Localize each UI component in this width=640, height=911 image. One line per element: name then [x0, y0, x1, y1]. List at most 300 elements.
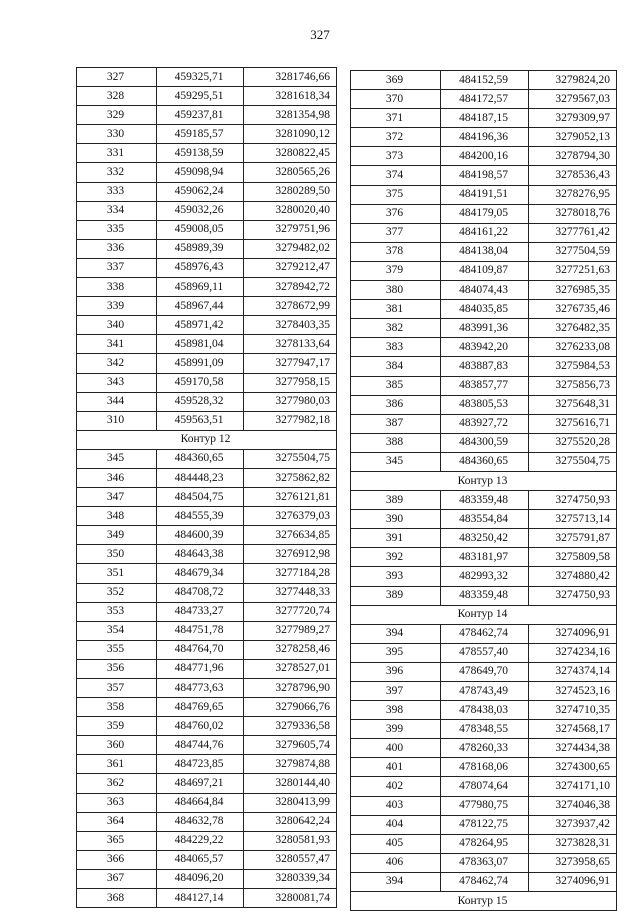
- x-coordinate-cell: 478122,75: [441, 815, 529, 834]
- x-coordinate-cell: 458967,44: [157, 297, 244, 316]
- table-row: [77, 239, 337, 258]
- y-coordinate-cell: 3277761,42: [529, 223, 617, 242]
- point-number-cell: 363: [77, 793, 157, 812]
- contour-title: Контур 12: [77, 430, 337, 449]
- point-number-cell: 397: [351, 682, 441, 701]
- y-coordinate-cell: 3278133,64: [244, 335, 337, 354]
- table-row: [77, 869, 337, 888]
- x-coordinate-cell: 484198,57: [441, 166, 529, 185]
- x-coordinate-cell: 484697,21: [157, 774, 244, 793]
- coordinates-table-left: [76, 67, 337, 908]
- x-coordinate-cell: 478074,64: [441, 777, 529, 796]
- point-number-cell: 384: [351, 357, 441, 376]
- table-row: [351, 777, 617, 796]
- y-coordinate-cell: 3279309,97: [529, 109, 617, 128]
- table-row: [351, 71, 617, 90]
- table-row: [351, 624, 617, 643]
- y-coordinate-cell: 3277989,27: [244, 621, 337, 640]
- point-number-cell: 368: [77, 889, 157, 908]
- x-coordinate-cell: 484643,38: [157, 545, 244, 564]
- table-row: [351, 242, 617, 261]
- y-coordinate-cell: 3280565,26: [244, 163, 337, 182]
- x-coordinate-cell: 478462,74: [441, 624, 529, 643]
- point-number-cell: 343: [77, 373, 157, 392]
- point-number-cell: 391: [351, 529, 441, 548]
- table-row: [351, 510, 617, 529]
- table-row: [351, 567, 617, 586]
- point-number-cell: 347: [77, 488, 157, 507]
- y-coordinate-cell: 3277980,03: [244, 392, 337, 411]
- x-coordinate-cell: 484733,27: [157, 602, 244, 621]
- table-row: [351, 643, 617, 662]
- table-row: [77, 411, 337, 430]
- table-row: [351, 166, 617, 185]
- x-coordinate-cell: 483942,20: [441, 338, 529, 357]
- x-coordinate-cell: 483927,72: [441, 414, 529, 433]
- x-coordinate-cell: 484152,59: [441, 71, 529, 90]
- y-coordinate-cell: 3277504,59: [529, 242, 617, 261]
- x-coordinate-cell: 484138,04: [441, 242, 529, 261]
- point-number-cell: 402: [351, 777, 441, 796]
- y-coordinate-cell: 3276121,81: [244, 488, 337, 507]
- point-number-cell: 335: [77, 220, 157, 239]
- contour-title: Контур 13: [351, 471, 617, 490]
- table-row: [77, 125, 337, 144]
- table-row: [77, 87, 337, 106]
- point-number-cell: 346: [77, 468, 157, 487]
- table-row: [351, 853, 617, 872]
- table-row: [351, 834, 617, 853]
- x-coordinate-cell: 483250,42: [441, 529, 529, 548]
- table-row: [351, 872, 617, 891]
- table-row: [351, 185, 617, 204]
- table-row: [77, 564, 337, 583]
- y-coordinate-cell: 3279482,02: [244, 239, 337, 258]
- x-coordinate-cell: 484769,65: [157, 698, 244, 717]
- point-number-cell: 342: [77, 354, 157, 373]
- table-row: [77, 774, 337, 793]
- table-row: [77, 602, 337, 621]
- table-row: [351, 796, 617, 815]
- table-row: [77, 640, 337, 659]
- x-coordinate-cell: 459563,51: [157, 411, 244, 430]
- table-row: [77, 831, 337, 850]
- x-coordinate-cell: 484127,14: [157, 889, 244, 908]
- point-number-cell: 380: [351, 281, 441, 300]
- table-row: [77, 182, 337, 201]
- x-coordinate-cell: 484764,70: [157, 640, 244, 659]
- y-coordinate-cell: 3280081,74: [244, 889, 337, 908]
- point-number-cell: 390: [351, 510, 441, 529]
- table-row: [77, 316, 337, 335]
- x-coordinate-cell: 478438,03: [441, 701, 529, 720]
- table-row: [351, 452, 617, 471]
- point-number-cell: 375: [351, 185, 441, 204]
- table-row: [77, 736, 337, 755]
- x-coordinate-cell: 459325,71: [157, 68, 244, 87]
- x-coordinate-cell: 484191,51: [441, 185, 529, 204]
- y-coordinate-cell: 3281618,34: [244, 87, 337, 106]
- contour-heading-row: [351, 605, 617, 624]
- point-number-cell: 400: [351, 739, 441, 758]
- x-coordinate-cell: 484187,15: [441, 109, 529, 128]
- x-coordinate-cell: 484664,84: [157, 793, 244, 812]
- point-number-cell: 359: [77, 717, 157, 736]
- table-row: [351, 758, 617, 777]
- x-coordinate-cell: 484300,59: [441, 433, 529, 452]
- point-number-cell: 362: [77, 774, 157, 793]
- table-row: [351, 223, 617, 242]
- table-row: [77, 889, 337, 908]
- point-number-cell: 372: [351, 128, 441, 147]
- point-number-cell: 345: [77, 449, 157, 468]
- table-row: [351, 357, 617, 376]
- point-number-cell: 329: [77, 106, 157, 125]
- y-coordinate-cell: 3276985,35: [529, 281, 617, 300]
- point-number-cell: 330: [77, 125, 157, 144]
- point-number-cell: 358: [77, 698, 157, 717]
- point-number-cell: 327: [77, 68, 157, 87]
- x-coordinate-cell: 478743,49: [441, 682, 529, 701]
- contour-heading-row: [351, 471, 617, 490]
- y-coordinate-cell: 3281354,98: [244, 106, 337, 125]
- x-coordinate-cell: 484760,02: [157, 717, 244, 736]
- point-number-cell: 361: [77, 755, 157, 774]
- y-coordinate-cell: 3278536,43: [529, 166, 617, 185]
- table-row: [351, 319, 617, 338]
- x-coordinate-cell: 484035,85: [441, 300, 529, 319]
- x-coordinate-cell: 459032,26: [157, 201, 244, 220]
- point-number-cell: 357: [77, 679, 157, 698]
- y-coordinate-cell: 3280020,40: [244, 201, 337, 220]
- point-number-cell: 406: [351, 853, 441, 872]
- point-number-cell: 379: [351, 261, 441, 280]
- y-coordinate-cell: 3273958,65: [529, 853, 617, 872]
- x-coordinate-cell: 484708,72: [157, 583, 244, 602]
- point-number-cell: 338: [77, 278, 157, 297]
- point-number-cell: 389: [351, 491, 441, 510]
- x-coordinate-cell: 458969,11: [157, 278, 244, 297]
- x-coordinate-cell: 483181,97: [441, 548, 529, 567]
- y-coordinate-cell: 3277184,28: [244, 564, 337, 583]
- y-coordinate-cell: 3274750,93: [529, 491, 617, 510]
- y-coordinate-cell: 3275616,71: [529, 414, 617, 433]
- table-row: [77, 850, 337, 869]
- table-row: [77, 335, 337, 354]
- y-coordinate-cell: 3279336,58: [244, 717, 337, 736]
- y-coordinate-cell: 3275713,14: [529, 510, 617, 529]
- y-coordinate-cell: 3278276,95: [529, 185, 617, 204]
- x-coordinate-cell: 458981,04: [157, 335, 244, 354]
- x-coordinate-cell: 459170,58: [157, 373, 244, 392]
- point-number-cell: 376: [351, 204, 441, 223]
- point-number-cell: 344: [77, 392, 157, 411]
- x-coordinate-cell: 484360,65: [441, 452, 529, 471]
- point-number-cell: 354: [77, 621, 157, 640]
- point-number-cell: 388: [351, 433, 441, 452]
- point-number-cell: 345: [351, 452, 441, 471]
- table-row: [351, 491, 617, 510]
- point-number-cell: 351: [77, 564, 157, 583]
- y-coordinate-cell: 3276379,03: [244, 507, 337, 526]
- y-coordinate-cell: 3277947,17: [244, 354, 337, 373]
- y-coordinate-cell: 3279605,74: [244, 736, 337, 755]
- y-coordinate-cell: 3274710,35: [529, 701, 617, 720]
- x-coordinate-cell: 483887,83: [441, 357, 529, 376]
- table-row: [351, 338, 617, 357]
- y-coordinate-cell: 3274880,42: [529, 567, 617, 586]
- point-number-cell: 349: [77, 526, 157, 545]
- x-coordinate-cell: 477980,75: [441, 796, 529, 815]
- point-number-cell: 365: [77, 831, 157, 850]
- point-number-cell: 328: [77, 87, 157, 106]
- contour-title: Контур 15: [351, 892, 617, 911]
- table-row: [351, 147, 617, 166]
- y-coordinate-cell: 3275648,31: [529, 395, 617, 414]
- point-number-cell: 333: [77, 182, 157, 201]
- y-coordinate-cell: 3281090,12: [244, 125, 337, 144]
- point-number-cell: 401: [351, 758, 441, 777]
- y-coordinate-cell: 3274096,91: [529, 872, 617, 891]
- y-coordinate-cell: 3280642,24: [244, 812, 337, 831]
- table-row: [351, 529, 617, 548]
- point-number-cell: 341: [77, 335, 157, 354]
- x-coordinate-cell: 459237,81: [157, 106, 244, 125]
- point-number-cell: 373: [351, 147, 441, 166]
- y-coordinate-cell: 3279751,96: [244, 220, 337, 239]
- point-number-cell: 387: [351, 414, 441, 433]
- y-coordinate-cell: 3277251,63: [529, 261, 617, 280]
- point-number-cell: 348: [77, 507, 157, 526]
- x-coordinate-cell: 484074,43: [441, 281, 529, 300]
- y-coordinate-cell: 3274300,65: [529, 758, 617, 777]
- x-coordinate-cell: 484723,85: [157, 755, 244, 774]
- table-row: [77, 507, 337, 526]
- x-coordinate-cell: 484632,78: [157, 812, 244, 831]
- x-coordinate-cell: 484360,65: [157, 449, 244, 468]
- x-coordinate-cell: 458971,42: [157, 316, 244, 335]
- x-coordinate-cell: 484229,22: [157, 831, 244, 850]
- table-row: [351, 701, 617, 720]
- y-coordinate-cell: 3275984,53: [529, 357, 617, 376]
- point-number-cell: 371: [351, 109, 441, 128]
- point-number-cell: 366: [77, 850, 157, 869]
- y-coordinate-cell: 3279066,76: [244, 698, 337, 717]
- table-row: [77, 449, 337, 468]
- y-coordinate-cell: 3276735,46: [529, 300, 617, 319]
- table-row: [351, 300, 617, 319]
- x-coordinate-cell: 484504,75: [157, 488, 244, 507]
- point-number-cell: 385: [351, 376, 441, 395]
- x-coordinate-cell: 458989,39: [157, 239, 244, 258]
- y-coordinate-cell: 3276482,35: [529, 319, 617, 338]
- y-coordinate-cell: 3281746,66: [244, 68, 337, 87]
- x-coordinate-cell: 483991,36: [441, 319, 529, 338]
- y-coordinate-cell: 3274096,91: [529, 624, 617, 643]
- y-coordinate-cell: 3274434,38: [529, 739, 617, 758]
- table-row: [351, 90, 617, 109]
- table-row: [351, 586, 617, 605]
- table-row: [77, 468, 337, 487]
- x-coordinate-cell: 478462,74: [441, 872, 529, 891]
- x-coordinate-cell: 478649,70: [441, 662, 529, 681]
- x-coordinate-cell: 478557,40: [441, 643, 529, 662]
- table-row: [77, 373, 337, 392]
- y-coordinate-cell: 3278942,72: [244, 278, 337, 297]
- coordinates-table-right: [350, 70, 617, 911]
- table-row: [351, 376, 617, 395]
- table-row: [351, 662, 617, 681]
- table-row: [77, 793, 337, 812]
- x-coordinate-cell: 484200,16: [441, 147, 529, 166]
- table-row: [77, 278, 337, 297]
- x-coordinate-cell: 483359,48: [441, 491, 529, 510]
- x-coordinate-cell: 478363,07: [441, 853, 529, 872]
- point-number-cell: 404: [351, 815, 441, 834]
- y-coordinate-cell: 3274234,16: [529, 643, 617, 662]
- y-coordinate-cell: 3280581,93: [244, 831, 337, 850]
- y-coordinate-cell: 3280339,34: [244, 869, 337, 888]
- x-coordinate-cell: 484555,39: [157, 507, 244, 526]
- point-number-cell: 340: [77, 316, 157, 335]
- x-coordinate-cell: 484751,78: [157, 621, 244, 640]
- table-row: [77, 354, 337, 373]
- x-coordinate-cell: 484744,76: [157, 736, 244, 755]
- table-row: [77, 106, 337, 125]
- y-coordinate-cell: 3279212,47: [244, 258, 337, 277]
- table-row: [351, 815, 617, 834]
- y-coordinate-cell: 3274750,93: [529, 586, 617, 605]
- point-number-cell: 382: [351, 319, 441, 338]
- point-number-cell: 356: [77, 659, 157, 678]
- x-coordinate-cell: 478348,55: [441, 720, 529, 739]
- y-coordinate-cell: 3279052,13: [529, 128, 617, 147]
- y-coordinate-cell: 3280413,99: [244, 793, 337, 812]
- x-coordinate-cell: 484096,20: [157, 869, 244, 888]
- x-coordinate-cell: 459062,24: [157, 182, 244, 201]
- y-coordinate-cell: 3277982,18: [244, 411, 337, 430]
- table-row: [77, 201, 337, 220]
- y-coordinate-cell: 3278403,35: [244, 316, 337, 335]
- table-row: [351, 281, 617, 300]
- table-row: [77, 812, 337, 831]
- table-row: [77, 163, 337, 182]
- table-row: [77, 297, 337, 316]
- table-row: [77, 679, 337, 698]
- y-coordinate-cell: 3275791,87: [529, 529, 617, 548]
- x-coordinate-cell: 478264,95: [441, 834, 529, 853]
- y-coordinate-cell: 3274568,17: [529, 720, 617, 739]
- table-row: [77, 621, 337, 640]
- point-number-cell: 394: [351, 624, 441, 643]
- y-coordinate-cell: 3280557,47: [244, 850, 337, 869]
- point-number-cell: 395: [351, 643, 441, 662]
- y-coordinate-cell: 3280822,45: [244, 144, 337, 163]
- x-coordinate-cell: 484109,87: [441, 261, 529, 280]
- point-number-cell: 389: [351, 586, 441, 605]
- point-number-cell: 336: [77, 239, 157, 258]
- x-coordinate-cell: 483857,77: [441, 376, 529, 395]
- x-coordinate-cell: 483554,84: [441, 510, 529, 529]
- x-coordinate-cell: 484600,39: [157, 526, 244, 545]
- y-coordinate-cell: 3274046,38: [529, 796, 617, 815]
- x-coordinate-cell: 484196,36: [441, 128, 529, 147]
- point-number-cell: 378: [351, 242, 441, 261]
- table-row: [77, 258, 337, 277]
- point-number-cell: 377: [351, 223, 441, 242]
- x-coordinate-cell: 484773,63: [157, 679, 244, 698]
- point-number-cell: 334: [77, 201, 157, 220]
- y-coordinate-cell: 3278258,46: [244, 640, 337, 659]
- y-coordinate-cell: 3280144,40: [244, 774, 337, 793]
- table-row: [77, 698, 337, 717]
- y-coordinate-cell: 3276912,98: [244, 545, 337, 564]
- table-row: [351, 128, 617, 147]
- y-coordinate-cell: 3277720,74: [244, 602, 337, 621]
- table-row: [77, 545, 337, 564]
- point-number-cell: 393: [351, 567, 441, 586]
- point-number-cell: 394: [351, 872, 441, 891]
- y-coordinate-cell: 3275504,75: [244, 449, 337, 468]
- x-coordinate-cell: 478260,33: [441, 739, 529, 758]
- point-number-cell: 398: [351, 701, 441, 720]
- point-number-cell: 392: [351, 548, 441, 567]
- x-coordinate-cell: 458976,43: [157, 258, 244, 277]
- table-row: [351, 395, 617, 414]
- table-row: [77, 659, 337, 678]
- table-row: [351, 204, 617, 223]
- y-coordinate-cell: 3279824,20: [529, 71, 617, 90]
- x-coordinate-cell: 458991,09: [157, 354, 244, 373]
- point-number-cell: 352: [77, 583, 157, 602]
- x-coordinate-cell: 484448,23: [157, 468, 244, 487]
- point-number-cell: 383: [351, 338, 441, 357]
- x-coordinate-cell: 459185,57: [157, 125, 244, 144]
- table-row: [77, 488, 337, 507]
- table-row: [351, 414, 617, 433]
- y-coordinate-cell: 3276634,85: [244, 526, 337, 545]
- point-number-cell: 370: [351, 90, 441, 109]
- point-number-cell: 350: [77, 545, 157, 564]
- table-row: [351, 261, 617, 280]
- table-row: [77, 68, 337, 87]
- point-number-cell: 360: [77, 736, 157, 755]
- x-coordinate-cell: 459528,32: [157, 392, 244, 411]
- y-coordinate-cell: 3278527,01: [244, 659, 337, 678]
- point-number-cell: 332: [77, 163, 157, 182]
- point-number-cell: 331: [77, 144, 157, 163]
- y-coordinate-cell: 3274523,16: [529, 682, 617, 701]
- table-row: [351, 739, 617, 758]
- point-number-cell: 310: [77, 411, 157, 430]
- y-coordinate-cell: 3275809,58: [529, 548, 617, 567]
- point-number-cell: 369: [351, 71, 441, 90]
- table-row: [351, 720, 617, 739]
- point-number-cell: 399: [351, 720, 441, 739]
- y-coordinate-cell: 3278018,76: [529, 204, 617, 223]
- point-number-cell: 353: [77, 602, 157, 621]
- y-coordinate-cell: 3280289,50: [244, 182, 337, 201]
- point-number-cell: 364: [77, 812, 157, 831]
- point-number-cell: 367: [77, 869, 157, 888]
- y-coordinate-cell: 3275862,82: [244, 468, 337, 487]
- x-coordinate-cell: 484172,57: [441, 90, 529, 109]
- y-coordinate-cell: 3274171,10: [529, 777, 617, 796]
- x-coordinate-cell: 478168,06: [441, 758, 529, 777]
- x-coordinate-cell: 459295,51: [157, 87, 244, 106]
- y-coordinate-cell: 3277448,33: [244, 583, 337, 602]
- x-coordinate-cell: 459138,59: [157, 144, 244, 163]
